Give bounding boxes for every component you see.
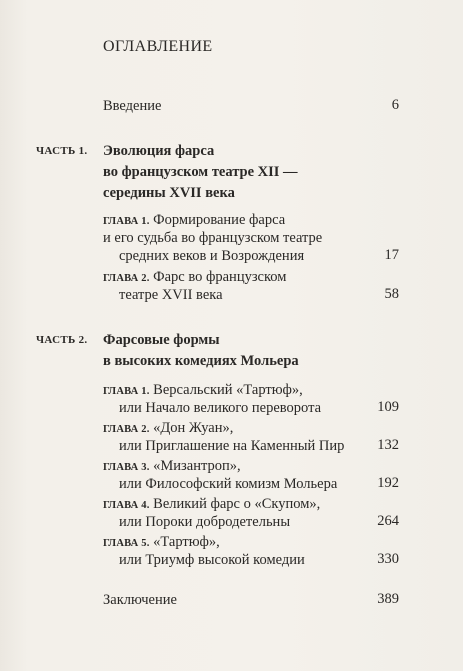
chapter-page: 58 xyxy=(384,286,399,302)
chapter-title-line: и его судьба во французском театре xyxy=(103,230,323,246)
part1-title-line: во французском театре XII — xyxy=(103,164,298,180)
chapter-entry-first-line xyxy=(103,495,320,515)
chapter-label: ГЛАВА 4. xyxy=(103,500,150,511)
chapter-title: «Дон Жуан», xyxy=(153,420,234,436)
part1-label: ЧАСТЬ 1. xyxy=(36,145,88,157)
toc-entry-intro-page: 6 xyxy=(391,97,399,113)
chapter-title: Фарс во французском xyxy=(153,269,287,285)
toc-entry-conclusion-title: Заключение xyxy=(103,592,177,608)
chapter-page: 192 xyxy=(377,475,399,491)
chapter-entry-first-line xyxy=(103,381,303,401)
chapter-entry-first-line xyxy=(103,211,285,231)
chapter-title: Великий фарс о «Скупом», xyxy=(153,496,321,512)
part2-label: ЧАСТЬ 2. xyxy=(36,334,88,346)
toc-entry-conclusion-page: 389 xyxy=(377,591,399,607)
chapter-title-line: или Приглашение на Каменный Пир xyxy=(119,438,345,454)
chapter-label: ГЛАВА 3. xyxy=(103,462,150,473)
chapter-title-line: или Пороки добродетельны xyxy=(119,514,291,530)
toc-title: ОГЛАВЛЕНИЕ xyxy=(103,38,213,55)
chapter-label: ГЛАВА 1. xyxy=(103,386,150,397)
chapter-title: «Тартюф», xyxy=(153,534,220,550)
chapter-page: 109 xyxy=(377,399,399,415)
part1-title-line: Эволюция фарса xyxy=(103,143,215,159)
part2-title-line: в высоких комедиях Мольера xyxy=(103,353,299,369)
chapter-entry-first-line xyxy=(103,457,241,477)
chapter-page: 330 xyxy=(377,551,399,567)
chapter-title: «Мизантроп», xyxy=(153,458,241,474)
chapter-title: Формирование фарса xyxy=(153,212,286,228)
chapter-entry-first-line xyxy=(103,268,286,288)
chapter-label: ГЛАВА 5. xyxy=(103,538,150,549)
part2-title xyxy=(103,330,299,372)
chapter-label: ГЛАВА 2. xyxy=(103,424,150,435)
chapter-entry-first-line xyxy=(103,533,220,553)
chapter-page: 17 xyxy=(384,247,399,263)
chapter-title-line: или Философский комизм Мольера xyxy=(119,476,338,492)
chapter-entry-first-line xyxy=(103,419,233,439)
chapter-title: Версальский «Тартюф», xyxy=(153,382,303,398)
chapter-title-line: или Триумф высокой комедии xyxy=(119,552,305,568)
chapter-label: ГЛАВА 1. xyxy=(103,216,150,227)
chapter-title-line: или Начало великого переворота xyxy=(119,400,322,416)
chapter-title-line: средних веков и Возрождения xyxy=(119,248,305,264)
part1-title xyxy=(103,141,298,204)
chapter-title-line: театре XVII века xyxy=(119,287,223,303)
chapter-page: 132 xyxy=(377,437,399,453)
chapter-label: ГЛАВА 2. xyxy=(103,273,150,284)
part1-title-line: середины XVII века xyxy=(103,185,235,201)
part2-title-line: Фарсовые формы xyxy=(103,332,220,348)
toc-entry-intro-title: Введение xyxy=(103,98,162,114)
chapter-page: 264 xyxy=(377,513,399,529)
